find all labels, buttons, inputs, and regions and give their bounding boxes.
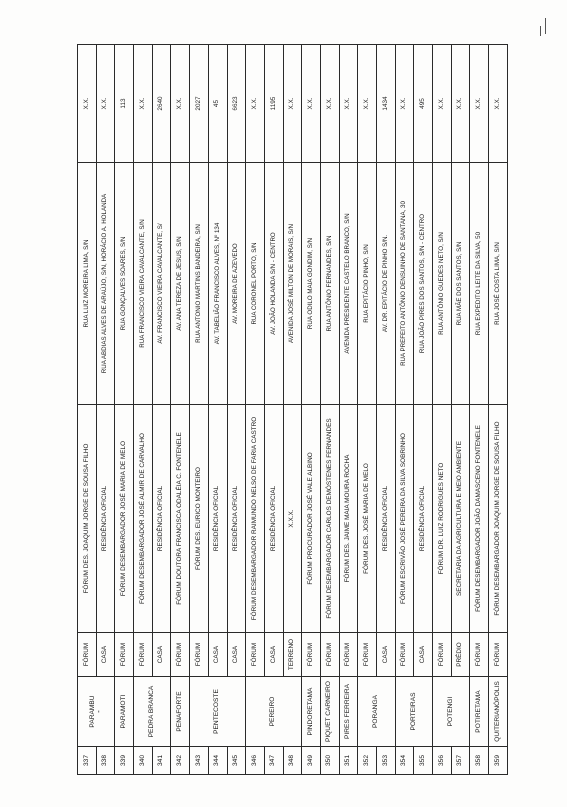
- property-name: FÓRUM DOUTORA FRANCISCA ODALÉIA C. FONTENELE: [171, 405, 190, 633]
- table-row: [96, 45, 115, 775]
- property-address: RUA LUIZ MOREIRA LIMA, S/N: [78, 163, 97, 405]
- property-name: FÓRUM DESEMBARGADOR JOÃO DAMASCENO FONTENELE: [470, 405, 489, 633]
- property-address: AV. JOÃO HOLANDA S/N - CENTRO: [264, 163, 283, 405]
- property-area: X.X.: [339, 45, 358, 163]
- property-table: [77, 44, 508, 775]
- city-label: PENAFORTE: [175, 691, 183, 732]
- property-address: RUA JOSÉ COSTA LIMA, S/N: [489, 163, 508, 405]
- property-name: FÓRUM DES. EURICO MONTEIRO: [190, 405, 209, 633]
- property-area: X.X.: [433, 45, 452, 163]
- property-table-rotated: [77, 45, 507, 775]
- row-number: 340: [134, 747, 153, 775]
- city-cell: [302, 677, 321, 747]
- table-row: [264, 45, 283, 775]
- property-type: FÓRUM: [358, 633, 377, 677]
- property-address: RUA ABDIAS ALVES DE ARAÚJO, S/N, HORÁCIO A. HOLANDA: [96, 163, 115, 405]
- property-name: FÓRUM ESCRIVÃO JOSÉ PEREIRA DA SILVA SOBRINHO: [395, 405, 414, 633]
- margin-mark: [545, 18, 546, 34]
- property-name: FÓRUM DESEMBARGADOR RAIMUNDO NELSO DE FARIA CASTRO: [246, 405, 265, 633]
- property-name: SECRETARIA DA AGRICULTURA E MEIO AMBIENTE: [451, 405, 470, 633]
- property-address: AV. TABELIÃO FRANCISCO ALVES, Nº 134: [208, 163, 227, 405]
- property-type: FÓRUM: [320, 633, 339, 677]
- city-cell: [395, 677, 432, 747]
- property-area: 2640: [152, 45, 171, 163]
- property-name: FÓRUM DESEMBARGADOR CARLOS DEMÓSTENES FERNANDES: [320, 405, 339, 633]
- property-type: FÓRUM: [190, 633, 209, 677]
- table-row: [320, 45, 339, 775]
- property-address: AVENIDA JOSÉ MILTON DE MORAIS, S/N: [283, 163, 302, 405]
- row-number: 349: [302, 747, 321, 775]
- property-name: FÓRUM DES. JOAQUIM JORGE DE SOUSA FILHO: [78, 405, 97, 633]
- city-cell: [134, 677, 171, 747]
- table-row: [208, 45, 227, 775]
- property-area: X.X.: [320, 45, 339, 163]
- property-address: RUA EXPEDITO LEITE DA SILVA, 50: [470, 163, 489, 405]
- table-row: [283, 45, 302, 775]
- property-area: 2027: [190, 45, 209, 163]
- property-area: X.X.: [489, 45, 508, 163]
- property-type: FÓRUM: [433, 633, 452, 677]
- city-cell: [320, 677, 339, 747]
- property-name: RESIDÊNCIA OFICIAL: [96, 405, 115, 633]
- row-number: 342: [171, 747, 190, 775]
- property-type: FÓRUM: [302, 633, 321, 677]
- property-address: RUA JOÃO PIRES DOS SANTOS, S/N - CENTRO: [414, 163, 433, 405]
- property-area: 1195: [264, 45, 283, 163]
- city-cell: [489, 677, 508, 747]
- table-row: [152, 45, 171, 775]
- property-type: FÓRUM: [115, 633, 134, 677]
- row-number: 356: [433, 747, 452, 775]
- property-type: FÓRUM: [246, 633, 265, 677]
- property-name: FÓRUM DESEMBARGADOR JOAQUIM JORGE DE SOUSA FILHO: [489, 405, 508, 633]
- row-number: 343: [190, 747, 209, 775]
- property-address: RUA FRANCISCO VIEIRA CAVALCANTE, S/N: [134, 163, 153, 405]
- table-row: [414, 45, 433, 775]
- property-area: X.X.: [96, 45, 115, 163]
- property-type: FÓRUM: [470, 633, 489, 677]
- property-area: X.X.: [246, 45, 265, 163]
- property-type: CASA: [152, 633, 171, 677]
- property-address: RUA ANTONIO MARTINS BANDEIRA, S/N: [190, 163, 209, 405]
- property-address: RUA PREFEITO ANTÔNIO DENSUINHO DE SANTANA, 30: [395, 163, 414, 405]
- property-type: CASA: [264, 633, 283, 677]
- property-type: FÓRUM: [489, 633, 508, 677]
- hand-mark: -: [94, 710, 104, 713]
- property-type: CASA: [414, 633, 433, 677]
- city-label: POTENGI: [446, 696, 454, 727]
- table-row: [78, 45, 97, 775]
- property-type: PRÉDIO: [451, 633, 470, 677]
- property-name: FÓRUM DES. JAIME MAIA MOURA ROCHA: [339, 405, 358, 633]
- city-cell: [246, 677, 302, 747]
- property-name: RESIDÊNCIA OFICIAL: [414, 405, 433, 633]
- property-name: FÓRUM DR. LUIZ RODRIGUES NETO: [433, 405, 452, 633]
- table-row: [302, 45, 321, 775]
- property-type: CASA: [208, 633, 227, 677]
- row-number: 350: [320, 747, 339, 775]
- row-number: 352: [358, 747, 377, 775]
- property-name: FÓRUM DESEMBARGADOR JOSÉ ALMIR DE CARVALHO: [134, 405, 153, 633]
- table-row: [134, 45, 153, 775]
- property-address: RUA GONÇALVES SOARES, S/N: [115, 163, 134, 405]
- table-row: [377, 45, 396, 775]
- city-label: PEDRA BRANCA: [147, 685, 155, 738]
- property-name: FÓRUM PROCURADOR JOSÉ VALE ALBINO: [302, 405, 321, 633]
- city-cell: [358, 677, 395, 747]
- property-name: X.X.X.: [283, 405, 302, 633]
- table-row: [395, 45, 414, 775]
- city-cell: [171, 677, 190, 747]
- row-number: 346: [246, 747, 265, 775]
- city-cell: [115, 677, 134, 747]
- property-address: AV. ANA TEREZA DE JESUS, S/N: [171, 163, 190, 405]
- row-number: 354: [395, 747, 414, 775]
- margin-mark: [540, 26, 541, 36]
- city-label: PORTEIRAS: [409, 692, 417, 731]
- city-label: PIRES FERREIRA: [344, 684, 352, 739]
- property-area: X.X.: [395, 45, 414, 163]
- property-address: RUA ANTÔNIO FERNANDES, S/N: [320, 163, 339, 405]
- property-name: FÓRUM DES. JOSÉ MARIA DE MELO: [358, 405, 377, 633]
- row-number: 351: [339, 747, 358, 775]
- row-number: 339: [115, 747, 134, 775]
- property-area: X.X.: [358, 45, 377, 163]
- property-area: 1434: [377, 45, 396, 163]
- row-number: 358: [470, 747, 489, 775]
- row-number: 353: [377, 747, 396, 775]
- property-area: X.X.: [171, 45, 190, 163]
- city-cell: [190, 677, 246, 747]
- property-type: CASA: [227, 633, 246, 677]
- property-area: 6623: [227, 45, 246, 163]
- row-number: 341: [152, 747, 171, 775]
- property-name: RESIDÊNCIA OFICIAL: [208, 405, 227, 633]
- property-area: X.X.: [134, 45, 153, 163]
- property-address: AVENIDA PRESIDENTE CASTELO BRANCO, S/N: [339, 163, 358, 405]
- property-area: 45: [208, 45, 227, 163]
- property-name: FÓRUM DESEMBARGADOR JOSÉ MARIA DE MELO: [115, 405, 134, 633]
- row-number: 357: [451, 747, 470, 775]
- property-area: X.X.: [470, 45, 489, 163]
- table-row: [246, 45, 265, 775]
- row-number: 359: [489, 747, 508, 775]
- city-cell: [470, 677, 489, 747]
- property-name: RESIDÊNCIA OFICIAL: [377, 405, 396, 633]
- property-area: X.X.: [451, 45, 470, 163]
- property-address: RUA CORONEL PORTO, S/N: [246, 163, 265, 405]
- property-type: CASA: [377, 633, 396, 677]
- row-number: 337: [78, 747, 97, 775]
- property-address: AV. FRANCISCO VIEIRA CAVALCANTE, S/: [152, 163, 171, 405]
- city-cell: [433, 677, 470, 747]
- property-area: X.X.: [283, 45, 302, 163]
- table-row: [190, 45, 209, 775]
- city-label: QUITERIANÓPOLIS: [493, 681, 501, 742]
- property-type: FÓRUM: [339, 633, 358, 677]
- table-row: [171, 45, 190, 775]
- property-type: FÓRUM: [134, 633, 153, 677]
- city-label: PEREIRO: [269, 696, 277, 727]
- row-number: 338: [96, 747, 115, 775]
- property-address: AV. MOREIRA DE AZEVEDO: [227, 163, 246, 405]
- city-label: PINDORETAMA: [306, 687, 314, 736]
- city-label: PORANGA: [372, 695, 380, 728]
- property-name: RESIDÊNCIA OFICIAL: [264, 405, 283, 633]
- table-row: [470, 45, 489, 775]
- property-address: RUA ODILO MAIA GONDIM, S/N: [302, 163, 321, 405]
- property-area: 113: [115, 45, 134, 163]
- property-area: 495: [414, 45, 433, 163]
- table-row: [358, 45, 377, 775]
- property-type: FÓRUM: [171, 633, 190, 677]
- table-row: [451, 45, 470, 775]
- city-label: PARAMOTI: [119, 694, 127, 729]
- row-number: 347: [264, 747, 283, 775]
- table-row: [227, 45, 246, 775]
- city-label: PENTECOSTE: [213, 689, 221, 734]
- table-row: [339, 45, 358, 775]
- property-type: CASA: [96, 633, 115, 677]
- property-address: RUA EPITÁCIO PINHO, S/N: [358, 163, 377, 405]
- city-cell: [339, 677, 358, 747]
- property-area: X.X.: [78, 45, 97, 163]
- property-area: X.X.: [302, 45, 321, 163]
- city-label: PIQUET CARNEIRO: [325, 680, 333, 743]
- row-number: 355: [414, 747, 433, 775]
- table-row: [489, 45, 508, 775]
- property-name: RESIDÊNCIA OFICIAL: [227, 405, 246, 633]
- property-name: RESIDÊNCIA OFICIAL: [152, 405, 171, 633]
- property-type: FÓRUM: [395, 633, 414, 677]
- city-label: POTIRETAMA: [474, 690, 482, 733]
- table-row: [433, 45, 452, 775]
- city-label: PARAMBU: [89, 695, 97, 728]
- row-number: 345: [227, 747, 246, 775]
- row-number: 348: [283, 747, 302, 775]
- table-row: [115, 45, 134, 775]
- city-cell: [78, 677, 115, 747]
- table-body: [78, 45, 508, 775]
- property-type: FÓRUM: [78, 633, 97, 677]
- property-type: TERRENO: [283, 633, 302, 677]
- property-address: AV. DR. EPITÁCIO DE PINHO S/N.: [377, 163, 396, 405]
- property-address: RUA ANTÔNIO GUEDES NETO, S/N: [433, 163, 452, 405]
- row-number: 344: [208, 747, 227, 775]
- property-address: RUA MÃE DOS SANTOS, S/N: [451, 163, 470, 405]
